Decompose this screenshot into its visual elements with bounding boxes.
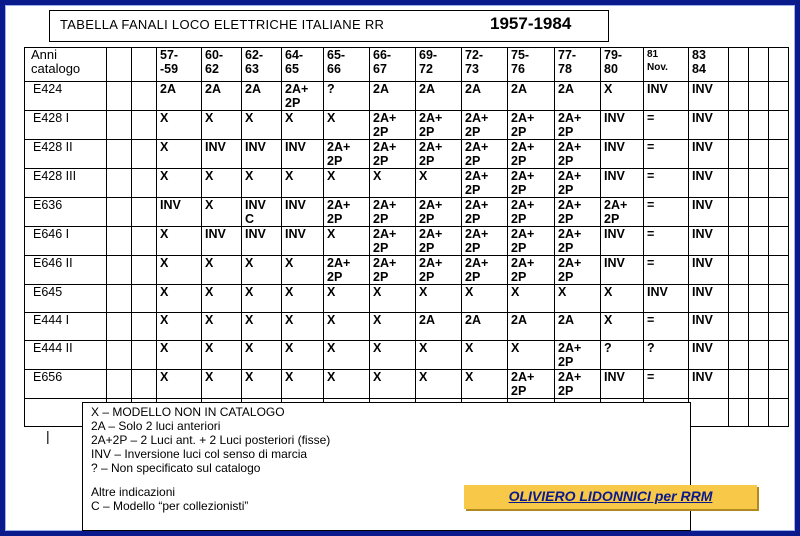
value-cell: X xyxy=(324,341,370,370)
table-row xyxy=(25,227,789,256)
period-header-cell: 62- 63 xyxy=(242,48,282,82)
value-cell: 2A+ 2P xyxy=(555,341,601,370)
empty-cell xyxy=(749,341,769,370)
loco-name-cell: E646 II xyxy=(25,256,107,285)
empty-cell xyxy=(749,198,769,227)
empty-cell xyxy=(749,111,769,140)
value-cell: = xyxy=(644,140,689,169)
value-cell: X xyxy=(416,341,462,370)
value-cell: X xyxy=(202,256,242,285)
value-cell: 2A+ 2P xyxy=(462,111,508,140)
value-cell: X xyxy=(242,285,282,313)
loco-name-cell: E645 xyxy=(25,285,107,313)
empty-cell xyxy=(769,256,789,285)
empty-cell xyxy=(729,169,749,198)
value-cell: X xyxy=(282,313,324,341)
value-cell: INV xyxy=(689,82,729,111)
value-cell: 2A+ 2P xyxy=(370,227,416,256)
period-header-cell: 72- 73 xyxy=(462,48,508,82)
empty-cell xyxy=(729,111,749,140)
empty-cell xyxy=(132,111,157,140)
empty-cell xyxy=(132,169,157,198)
legend-line: 2A – Solo 2 luci anteriori xyxy=(91,419,221,433)
value-cell: 2A+ 2P xyxy=(508,227,555,256)
value-cell: 2A+ 2P xyxy=(508,198,555,227)
value-cell: 2A+ 2P xyxy=(282,82,324,111)
value-cell: X xyxy=(242,111,282,140)
value-cell: 2A+ 2P xyxy=(555,198,601,227)
value-cell: X xyxy=(242,341,282,370)
author-credit-text: OLIVIERO LIDONNICI per RRM xyxy=(508,488,713,504)
value-cell: X xyxy=(282,111,324,140)
value-cell: X xyxy=(416,169,462,198)
value-cell: 2A xyxy=(508,82,555,111)
value-cell: 2A xyxy=(462,313,508,341)
table-row xyxy=(25,169,789,198)
empty-cell xyxy=(132,256,157,285)
value-cell: X xyxy=(202,285,242,313)
value-cell: INV xyxy=(689,140,729,169)
empty-cell xyxy=(132,370,157,399)
value-cell: 2A+ 2P xyxy=(508,169,555,198)
empty-cell xyxy=(107,313,132,341)
value-cell: X xyxy=(242,256,282,285)
value-cell: 2A xyxy=(157,82,202,111)
value-cell: X xyxy=(370,313,416,341)
value-cell: X xyxy=(462,285,508,313)
value-cell: INV xyxy=(689,198,729,227)
value-cell: X xyxy=(601,285,644,313)
value-cell: X xyxy=(324,313,370,341)
loco-name-cell: E424 xyxy=(25,82,107,111)
value-cell: 2A+ 2P xyxy=(555,256,601,285)
empty-cell xyxy=(769,140,789,169)
empty-cell xyxy=(107,370,132,399)
value-cell: INV xyxy=(601,111,644,140)
value-cell: X xyxy=(416,370,462,399)
value-cell: 2A xyxy=(555,82,601,111)
value-cell: 2A xyxy=(370,82,416,111)
value-cell: INV xyxy=(601,140,644,169)
value-cell: X xyxy=(324,227,370,256)
empty-cell xyxy=(729,48,749,82)
value-cell: X xyxy=(202,111,242,140)
value-cell: 2A+ 2P xyxy=(601,198,644,227)
value-cell: 2A xyxy=(462,82,508,111)
loco-name-cell: E444 II xyxy=(25,341,107,370)
table-title: TABELLA FANALI LOCO ELETTRICHE ITALIANE RR xyxy=(60,17,385,32)
empty-cell xyxy=(729,256,749,285)
value-cell: X xyxy=(324,111,370,140)
value-cell: X xyxy=(157,169,202,198)
empty-cell xyxy=(769,313,789,341)
value-cell: 2A xyxy=(508,313,555,341)
empty-cell xyxy=(107,227,132,256)
value-cell: INV xyxy=(601,227,644,256)
loco-name-cell: E428 III xyxy=(25,169,107,198)
table-row xyxy=(25,140,789,169)
value-cell: X xyxy=(242,313,282,341)
empty-cell xyxy=(749,227,769,256)
loco-name-cell: E428 II xyxy=(25,140,107,169)
value-cell: 2A xyxy=(202,82,242,111)
value-cell: INV xyxy=(689,256,729,285)
value-cell: X xyxy=(157,256,202,285)
empty-cell xyxy=(689,399,729,427)
value-cell: X xyxy=(601,313,644,341)
value-cell: INV xyxy=(282,198,324,227)
empty-cell xyxy=(729,140,749,169)
table-row xyxy=(25,256,789,285)
value-cell: 2A+ 2P xyxy=(370,256,416,285)
empty-cell xyxy=(769,169,789,198)
value-cell: 2A+ 2P xyxy=(324,256,370,285)
value-cell: X xyxy=(508,285,555,313)
empty-cell xyxy=(107,82,132,111)
lights-table xyxy=(24,47,789,427)
empty-cell xyxy=(729,285,749,313)
empty-cell xyxy=(729,227,749,256)
value-cell: INV xyxy=(644,82,689,111)
value-cell: X xyxy=(416,285,462,313)
value-cell: INV xyxy=(157,198,202,227)
table-row xyxy=(25,111,789,140)
value-cell: INV xyxy=(202,140,242,169)
value-cell: 2A+ 2P xyxy=(324,198,370,227)
value-cell: INV xyxy=(689,285,729,313)
value-cell: 2A+ 2P xyxy=(555,169,601,198)
empty-cell xyxy=(749,256,769,285)
header-label-cell: Anni catalogo xyxy=(25,48,107,82)
value-cell: 2A+ 2P xyxy=(416,111,462,140)
value-cell: X xyxy=(370,370,416,399)
value-cell: 2A+ 2P xyxy=(508,370,555,399)
value-cell: 2A+ 2P xyxy=(508,140,555,169)
empty-cell xyxy=(107,198,132,227)
value-cell: 2A+ 2P xyxy=(416,198,462,227)
value-cell: INV xyxy=(282,140,324,169)
value-cell: X xyxy=(282,370,324,399)
empty-cell xyxy=(132,140,157,169)
value-cell: INV xyxy=(202,227,242,256)
empty-cell xyxy=(132,198,157,227)
value-cell: X xyxy=(370,341,416,370)
empty-cell xyxy=(769,370,789,399)
value-cell: INV xyxy=(644,285,689,313)
loco-name-cell: E646 I xyxy=(25,227,107,256)
empty-cell xyxy=(107,341,132,370)
header-row xyxy=(25,48,789,82)
value-cell: 2A+ 2P xyxy=(462,256,508,285)
table-row xyxy=(25,341,789,370)
empty-cell xyxy=(729,341,749,370)
empty-cell xyxy=(729,399,749,427)
value-cell: 2A+ 2P xyxy=(462,169,508,198)
value-cell: INV xyxy=(689,313,729,341)
value-cell: 2A+ 2P xyxy=(462,140,508,169)
empty-cell xyxy=(769,48,789,82)
value-cell: 2A+ 2P xyxy=(324,140,370,169)
loco-name-cell: E656 xyxy=(25,370,107,399)
empty-cell xyxy=(729,370,749,399)
empty-cell xyxy=(749,82,769,111)
table-row xyxy=(25,198,789,227)
value-cell: INV xyxy=(689,370,729,399)
empty-cell xyxy=(749,140,769,169)
empty-cell xyxy=(749,285,769,313)
value-cell: X xyxy=(157,370,202,399)
period-header-cell: 64- 65 xyxy=(282,48,324,82)
empty-cell xyxy=(107,285,132,313)
value-cell: X xyxy=(282,285,324,313)
value-cell: X xyxy=(202,169,242,198)
value-cell: X xyxy=(242,370,282,399)
period-header-cell: 83 84 xyxy=(689,48,729,82)
empty-cell xyxy=(132,227,157,256)
empty-cell xyxy=(729,198,749,227)
value-cell: 2A+ 2P xyxy=(416,140,462,169)
value-cell: 2A+ 2P xyxy=(508,111,555,140)
empty-cell xyxy=(107,169,132,198)
value-cell: INV xyxy=(601,169,644,198)
value-cell: X xyxy=(370,285,416,313)
period-header-cell: 57- -59 xyxy=(157,48,202,82)
empty-cell xyxy=(769,341,789,370)
value-cell: X xyxy=(555,285,601,313)
empty-cell xyxy=(132,313,157,341)
value-cell: 2A+ 2P xyxy=(416,227,462,256)
value-cell: INV xyxy=(242,140,282,169)
text-cursor: | xyxy=(46,428,50,444)
empty-cell xyxy=(769,82,789,111)
value-cell: X xyxy=(324,370,370,399)
value-cell: X xyxy=(601,82,644,111)
value-cell: = xyxy=(644,370,689,399)
value-cell: = xyxy=(644,227,689,256)
empty-cell xyxy=(132,82,157,111)
legend-line: Altre indicazioni xyxy=(91,485,176,499)
value-cell: INV C xyxy=(242,198,282,227)
value-cell: INV xyxy=(282,227,324,256)
period-header-cell: 75- 76 xyxy=(508,48,555,82)
empty-cell xyxy=(132,341,157,370)
table-row xyxy=(25,313,789,341)
value-cell: 2A xyxy=(242,82,282,111)
period-header-cell: 77- 78 xyxy=(555,48,601,82)
value-cell: 2A+ 2P xyxy=(555,140,601,169)
empty-cell xyxy=(749,370,769,399)
value-cell: = xyxy=(644,256,689,285)
value-cell: X xyxy=(324,285,370,313)
value-cell: ? xyxy=(644,341,689,370)
value-cell: INV xyxy=(601,256,644,285)
period-header-cell: 60- 62 xyxy=(202,48,242,82)
period-header-cell: 79- 80 xyxy=(601,48,644,82)
empty-cell xyxy=(729,82,749,111)
empty-cell xyxy=(107,256,132,285)
value-cell: INV xyxy=(689,169,729,198)
legend-box xyxy=(82,402,691,531)
empty-cell xyxy=(107,48,132,82)
value-cell: X xyxy=(202,341,242,370)
empty-cell xyxy=(769,227,789,256)
legend-line: C – Modello “per collezionisti” xyxy=(91,499,249,513)
value-cell: 2A+ 2P xyxy=(555,227,601,256)
loco-name-cell: E636 xyxy=(25,198,107,227)
value-cell: ? xyxy=(601,341,644,370)
empty-cell xyxy=(729,313,749,341)
value-cell: X xyxy=(157,285,202,313)
value-cell: = xyxy=(644,169,689,198)
value-cell: X xyxy=(462,341,508,370)
empty-cell xyxy=(132,285,157,313)
title-box xyxy=(49,10,609,42)
value-cell: X xyxy=(282,256,324,285)
value-cell: 2A+ 2P xyxy=(370,111,416,140)
period-header-cell: 69- 72 xyxy=(416,48,462,82)
value-cell: X xyxy=(202,198,242,227)
value-cell: X xyxy=(370,169,416,198)
legend-line: X – MODELLO NON IN CATALOGO xyxy=(91,405,285,419)
value-cell: X xyxy=(202,370,242,399)
value-cell: = xyxy=(644,198,689,227)
value-cell: INV xyxy=(689,341,729,370)
value-cell: 2A xyxy=(416,313,462,341)
value-cell: 2A+ 2P xyxy=(555,370,601,399)
period-header-cell: 81 Nov. xyxy=(644,48,689,82)
empty-cell xyxy=(749,313,769,341)
value-cell: INV xyxy=(601,370,644,399)
value-cell: X xyxy=(282,169,324,198)
value-cell: 2A+ 2P xyxy=(462,227,508,256)
empty-cell xyxy=(749,48,769,82)
empty-cell xyxy=(107,111,132,140)
value-cell: 2A xyxy=(555,313,601,341)
legend-line: 2A+2P – 2 Luci ant. + 2 Luci posteriori (fisse) xyxy=(91,433,331,447)
empty-cell xyxy=(132,48,157,82)
value-cell: 2A+ 2P xyxy=(462,198,508,227)
value-cell: X xyxy=(202,313,242,341)
empty-cell xyxy=(107,140,132,169)
value-cell: X xyxy=(157,140,202,169)
value-cell: X xyxy=(157,341,202,370)
value-cell: INV xyxy=(242,227,282,256)
period-header-cell: 65- 66 xyxy=(324,48,370,82)
value-cell: X xyxy=(324,169,370,198)
empty-cell xyxy=(749,399,769,427)
value-cell: = xyxy=(644,313,689,341)
value-cell: ? xyxy=(324,82,370,111)
value-cell: = xyxy=(644,111,689,140)
value-cell: 2A+ 2P xyxy=(370,140,416,169)
value-cell: X xyxy=(157,111,202,140)
author-credit xyxy=(464,485,757,509)
empty-cell xyxy=(769,198,789,227)
value-cell: X xyxy=(242,169,282,198)
empty-cell xyxy=(769,285,789,313)
value-cell: 2A xyxy=(416,82,462,111)
value-cell: X xyxy=(508,341,555,370)
empty-cell xyxy=(769,111,789,140)
empty-cell xyxy=(749,169,769,198)
value-cell: X xyxy=(282,341,324,370)
value-cell: X xyxy=(462,370,508,399)
value-cell: 2A+ 2P xyxy=(416,256,462,285)
legend-line: INV – Inversione luci col senso di marcia xyxy=(91,447,308,461)
loco-name-cell: E444 I xyxy=(25,313,107,341)
loco-name-cell: E428 I xyxy=(25,111,107,140)
empty-cell xyxy=(769,399,789,427)
title-years: 1957-1984 xyxy=(490,14,572,33)
table-row xyxy=(25,82,789,111)
value-cell: 2A+ 2P xyxy=(555,111,601,140)
value-cell: X xyxy=(157,313,202,341)
period-header-cell: 66- 67 xyxy=(370,48,416,82)
table-row xyxy=(25,370,789,399)
table-row xyxy=(25,285,789,313)
legend-line: ? – Non specificato sul catalogo xyxy=(91,461,261,475)
value-cell: INV xyxy=(689,111,729,140)
value-cell: X xyxy=(157,227,202,256)
value-cell: 2A+ 2P xyxy=(370,198,416,227)
value-cell: INV xyxy=(689,227,729,256)
value-cell: 2A+ 2P xyxy=(508,256,555,285)
